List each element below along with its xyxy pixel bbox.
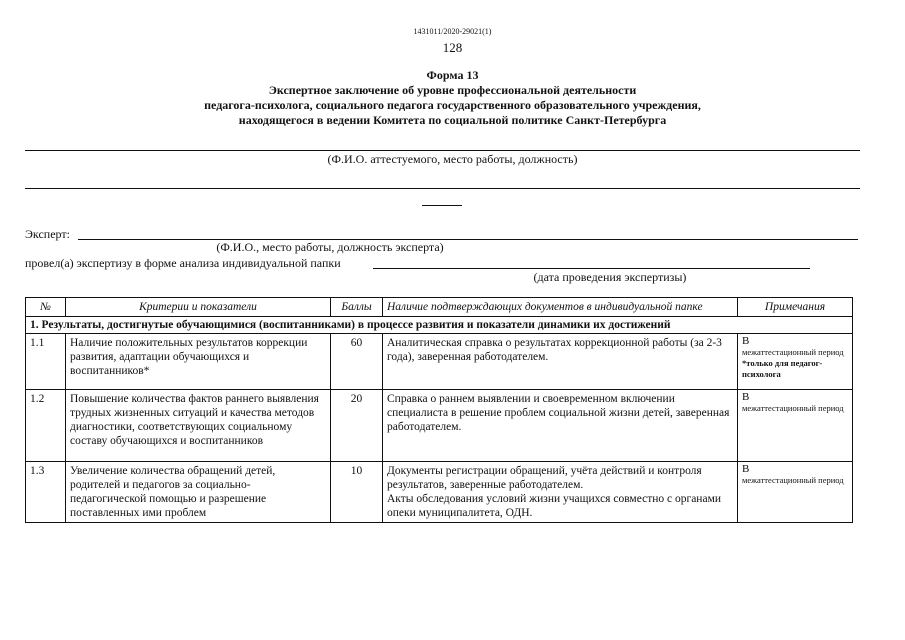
- row-notes: [738, 390, 853, 462]
- note-restriction: *только для педагог-психолога: [742, 358, 823, 379]
- table-row: [26, 462, 853, 523]
- row-points: 10: [331, 462, 383, 523]
- row-docs: Аналитическая справка о результатах коррекционной работы (за 2-3 года), заверенная работодателем.: [383, 334, 738, 390]
- row-points: 60: [331, 334, 383, 390]
- short-dash-line: [422, 205, 462, 206]
- note-prefix: В: [742, 391, 750, 403]
- row-criteria: Наличие положительных результатов коррекции развития, адаптации обучающихся и воспитанников*: [66, 334, 331, 390]
- conducted-label: провел(а) экспертизу в форме анализа индивидуальной папки: [25, 256, 341, 270]
- attestee-line: [25, 150, 860, 151]
- criteria-table: [25, 297, 853, 523]
- note-period: межаттестационный период: [742, 347, 844, 357]
- row-docs-part-2: Акты обследования условий жизни учащихся совместно с органами опеки муниципалитета, ОДН.: [387, 493, 721, 519]
- form-title: Форма 13: [426, 68, 479, 82]
- row-number: 1.1: [26, 334, 66, 390]
- note-prefix: В: [742, 463, 750, 475]
- section-row: [26, 317, 853, 334]
- header-notes: Примечания: [738, 298, 853, 317]
- note-prefix: В: [742, 335, 750, 347]
- expert-label: Эксперт:: [25, 227, 70, 241]
- date-line: [373, 268, 810, 269]
- title-line-1: Экспертное заключение об уровне профессиональной деятельности: [268, 83, 637, 97]
- document-number: 1431011/2020-29021(1): [413, 27, 492, 36]
- expert-caption: (Ф.И.О., место работы, должность эксперта): [216, 240, 444, 254]
- row-notes: [738, 462, 853, 523]
- page-number: 128: [442, 40, 463, 55]
- title-line-2: педагога-психолога, социального педагога государственного образовательного учреждения,: [204, 98, 701, 112]
- date-caption: (дата проведения экспертизы): [533, 270, 687, 284]
- row-number: 1.3: [26, 462, 66, 523]
- row-docs: [383, 462, 738, 523]
- row-docs: Справка о раннем выявлении и своевременном включении специалиста в решение проблем социальной жизни детей, заверенная работодателем.: [383, 390, 738, 462]
- row-criteria: Увеличение количества обращений детей, родителей и педагогов за социально-педагогической помощью и разрешение поставленных ими проблем: [66, 462, 331, 523]
- section-title: 1. Результаты, достигнутые обучающимися (воспитанниками) в процессе развития и показатели динамики их достижений: [26, 317, 853, 334]
- attestee-continuation-line: [25, 188, 860, 189]
- row-docs-part-1: Документы регистрации обращений, учёта действий и контроля результатов, заверенные работодателем.: [387, 465, 702, 491]
- row-points: 20: [331, 390, 383, 462]
- attestee-caption: (Ф.И.О. аттестуемого, место работы, должность): [327, 152, 578, 166]
- header-points: Баллы: [331, 298, 383, 317]
- note-period: межаттестационный период: [742, 475, 844, 485]
- header-num: №: [26, 298, 66, 317]
- title-line-3: находящегося в ведении Комитета по социальной политике Санкт-Петербурга: [238, 113, 667, 127]
- header-docs: Наличие подтверждающих документов в индивидуальной папке: [383, 298, 738, 317]
- row-notes: [738, 334, 853, 390]
- table-row: [26, 334, 853, 390]
- row-number: 1.2: [26, 390, 66, 462]
- table-row: [26, 390, 853, 462]
- note-period: межаттестационный период: [742, 403, 844, 413]
- table-header-row: [26, 298, 853, 317]
- header-criteria: Критерии и показатели: [66, 298, 331, 317]
- row-criteria: Повышение количества фактов раннего выявления трудных жизненных ситуаций и качества методов диагностики, соответствующих социальному составу обучающихся и воспитанников: [66, 390, 331, 462]
- expert-line: [78, 239, 858, 240]
- document-title: [60, 83, 845, 128]
